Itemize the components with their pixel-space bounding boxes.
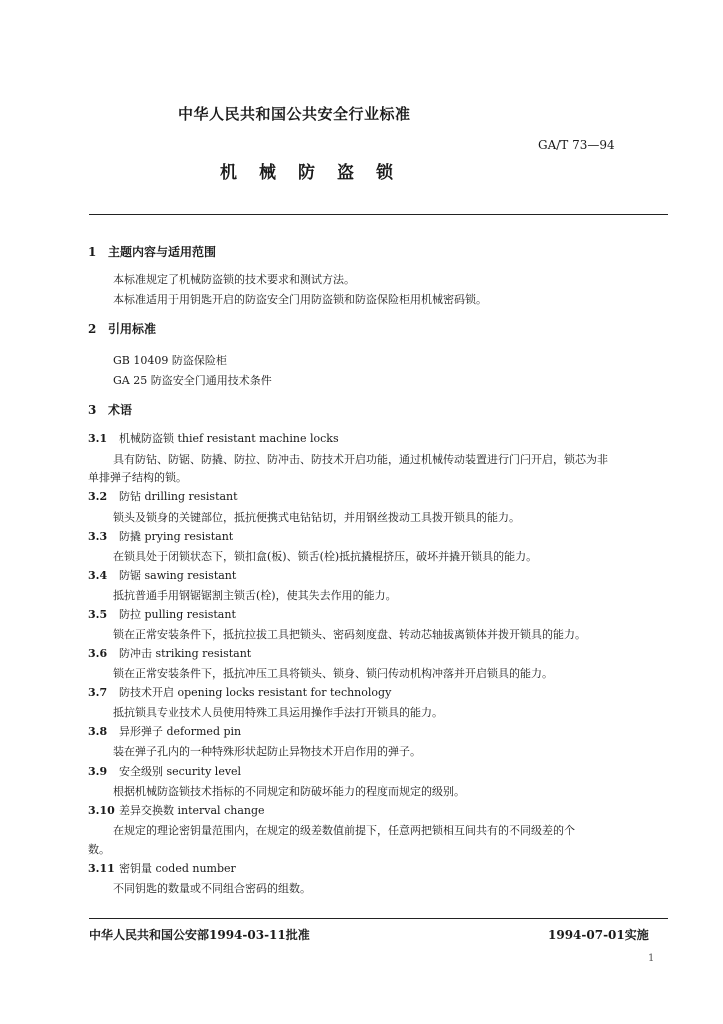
term-title: 密钥量 coded number bbox=[119, 862, 236, 875]
page-number: 1 bbox=[648, 953, 655, 964]
term-title: 差异交换数 interval change bbox=[119, 804, 265, 817]
section-2-heading bbox=[88, 320, 156, 337]
term-title: 异形弹子 deformed pin bbox=[119, 725, 242, 738]
section-number: 3 bbox=[88, 403, 97, 417]
term-heading bbox=[88, 488, 238, 504]
section-number: 1 bbox=[88, 245, 97, 259]
term-number: 3.6 bbox=[88, 647, 108, 660]
standard-number: GA/T 73—94 bbox=[538, 138, 615, 152]
section-title: 引用标准 bbox=[108, 322, 157, 336]
section-title: 术语 bbox=[108, 403, 133, 417]
term-heading bbox=[88, 528, 233, 544]
section-number: 2 bbox=[88, 322, 97, 336]
effective-date: 1994-07-01实施 bbox=[548, 928, 649, 942]
term-title: 防锯 sawing resistant bbox=[119, 569, 237, 582]
term-heading bbox=[88, 684, 391, 700]
term-definition: 在锁具处于闭锁状态下，锁扣盒(板)、锁舌(栓)抵抗撬棍挤压，破坏并撬开锁具的能力。 bbox=[113, 550, 538, 563]
term-definition: 锁头及锁身的关键部位，抵抗便携式电钻钻切，并用钢丝拨动工具拨开锁具的能力。 bbox=[113, 511, 520, 524]
term-heading bbox=[88, 567, 236, 583]
footer-divider bbox=[89, 918, 668, 919]
term-heading bbox=[88, 606, 236, 622]
term-definition: 具有防钻、防锯、防撬、防拉、防冲击、防技术开启功能，通过机械传动装置进行门闩开启，锁芯为非 bbox=[113, 453, 608, 466]
term-definition: 装在弹子孔内的一种特殊形状起防止异物技术开启作用的弹子。 bbox=[113, 745, 421, 758]
term-number: 3.1 bbox=[88, 432, 108, 445]
term-title: 机械防盗锁 thief resistant machine locks bbox=[119, 432, 339, 445]
term-definition: 锁在正常安装条件下，抵抗拉拔工具把锁头、密码刻度盘、转动芯轴拔离锁体并拨开锁具的能力。 bbox=[113, 628, 586, 641]
term-heading bbox=[88, 763, 241, 779]
term-definition: 在规定的理论密钥量范围内，在规定的级差数值前提下，任意两把锁相互间共有的不同级差的个 bbox=[113, 824, 575, 837]
term-number: 3.10 bbox=[88, 804, 115, 817]
term-definition-continued: 单排弹子结构的锁。 bbox=[88, 471, 187, 484]
term-number: 3.11 bbox=[88, 862, 115, 875]
approval-statement: 中华人民共和国公安部1994-03-11批准 bbox=[89, 928, 310, 942]
term-heading bbox=[88, 860, 236, 876]
paragraph: 本标准适用于用钥匙开启的防盗安全门用防盗锁和防盗保险柜用机械密码锁。 bbox=[113, 293, 487, 306]
term-heading bbox=[88, 802, 265, 818]
term-definition: 不同钥匙的数量或不同组合密码的组数。 bbox=[113, 882, 311, 895]
term-definition: 根据机械防盗锁技术指标的不同规定和防破坏能力的程度而规定的级别。 bbox=[113, 785, 465, 798]
term-title: 防拉 pulling resistant bbox=[119, 608, 236, 621]
section-1-heading bbox=[88, 243, 216, 260]
standard-header: 中华人民共和国公共安全行业标准 bbox=[178, 105, 411, 123]
term-number: 3.9 bbox=[88, 765, 108, 778]
term-heading bbox=[88, 645, 251, 661]
document-title: 机械防盗锁 bbox=[220, 163, 415, 183]
reference-item: GB 10409 防盗保险柜 bbox=[113, 354, 227, 367]
term-number: 3.5 bbox=[88, 608, 108, 621]
term-definition: 锁在正常安装条件下，抵抗冲压工具将锁头、锁身、锁闩传动机构冲落并开启锁具的能力。 bbox=[113, 667, 553, 680]
term-title: 防钻 drilling resistant bbox=[119, 490, 238, 503]
title-divider bbox=[89, 214, 668, 215]
term-title: 防技术开启 opening locks resistant for technology bbox=[119, 686, 392, 699]
term-title: 防撬 prying resistant bbox=[119, 530, 234, 543]
term-number: 3.2 bbox=[88, 490, 108, 503]
term-heading bbox=[88, 723, 241, 739]
term-definition-continued: 数。 bbox=[88, 843, 110, 856]
section-title: 主题内容与适用范围 bbox=[108, 245, 217, 259]
paragraph: 本标准规定了机械防盗锁的技术要求和测试方法。 bbox=[113, 273, 355, 286]
term-number: 3.4 bbox=[88, 569, 108, 582]
term-heading bbox=[88, 430, 339, 446]
term-number: 3.8 bbox=[88, 725, 108, 738]
term-definition: 抵抗锁具专业技术人员使用特殊工具运用操作手法打开锁具的能力。 bbox=[113, 706, 443, 719]
reference-item: GA 25 防盗安全门通用技术条件 bbox=[113, 374, 272, 387]
term-title: 防冲击 striking resistant bbox=[119, 647, 252, 660]
section-3-heading bbox=[88, 401, 132, 418]
term-title: 安全级别 security level bbox=[119, 765, 242, 778]
term-number: 3.7 bbox=[88, 686, 108, 699]
term-number: 3.3 bbox=[88, 530, 108, 543]
term-definition: 抵抗普通手用钢锯锯割主锁舌(栓)，使其失去作用的能力。 bbox=[113, 589, 397, 602]
